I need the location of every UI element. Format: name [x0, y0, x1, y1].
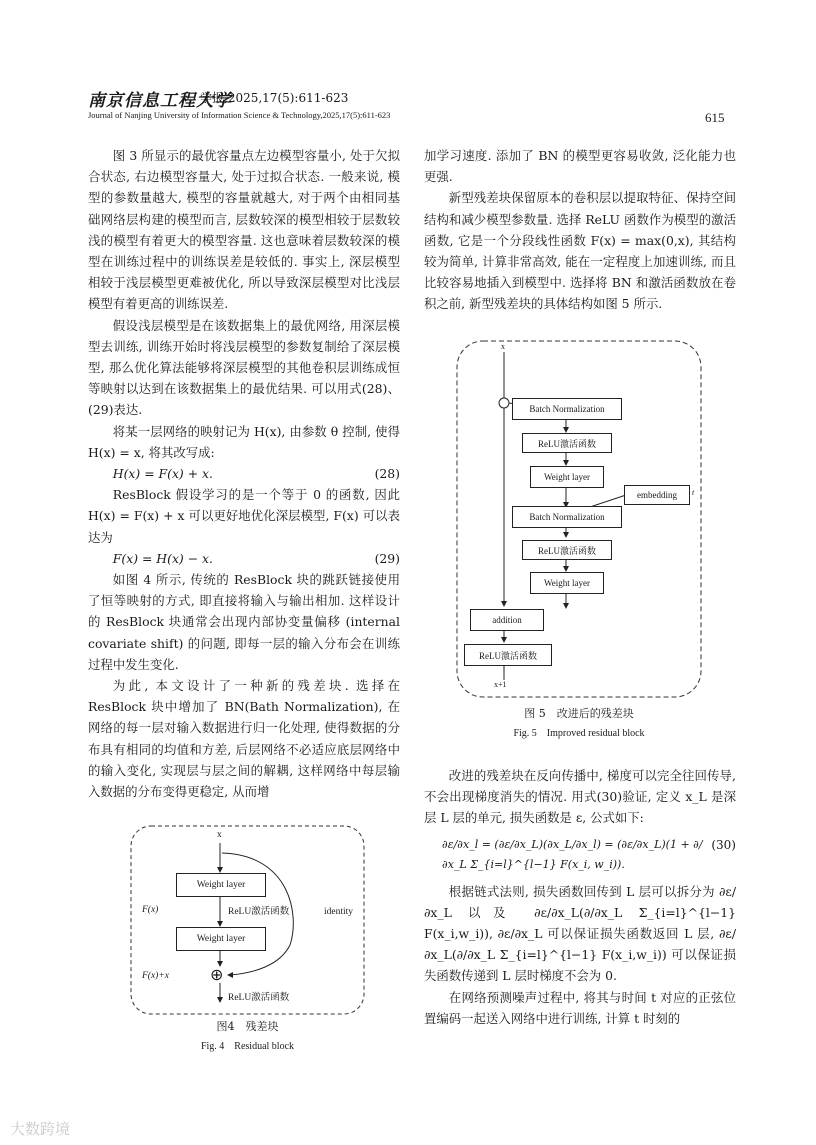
figure-5-caption-cn: 图 5 改进后的残差块 [524, 707, 634, 720]
equation-28 [88, 463, 400, 484]
paragraph: 为此, 本文设计了一种新的残差块. 选择在 ResBlock 块中增加了 BN(Bath Normalization), 在网络的每一层对输入数据进行归一化处理, 使得数据的分布具有相同的均值和方差, 后层网络不必适应底层网络中的输入变化, 实现层与层之间的解耦, 这样网络中每层输入数据的分布变得更稳定, 从而增 [88, 678, 400, 800]
paragraph: ResBlock 假设学习的是一个等于 0 的函数, 因此 H(x) = F(x) + x 可以更好地优化深层模型, F(x) 可以表达为 [88, 487, 400, 545]
weight-layer-box: Weight layer [176, 927, 266, 951]
journal-citation-cn: 学报,2025,17(5):611-623 [200, 91, 349, 105]
journal-logo-cn: 南京信息工程大学 [88, 91, 232, 111]
equation-30 [424, 829, 736, 881]
output-label: x+1 [494, 680, 507, 689]
identity-label: identity [324, 907, 354, 917]
paragraph: 假设浅层模型是在该数据集上的最优网络, 用深层模型去训练, 训练开始时将浅层模型的参数复制给了深层模型, 那么优化算法能够将深层模型的其他卷积层训练成恒等映射以达到在该数据集上的最优结果. 可以用式(28)、(29)表达. [88, 317, 400, 418]
weight-layer-box: Weight layer [530, 466, 604, 488]
figure-4 [130, 825, 365, 1015]
batch-norm-box: Batch Normalization [512, 398, 622, 420]
paragraph: 加学习速度. 添加了 BN 的模型更容易收敛, 泛化能力也更强. [424, 148, 736, 185]
addition-box: addition [470, 609, 544, 631]
paragraph: 根据链式法则, 损失函数回传到 L 层可以拆分为 ∂ε/∂x_L 以及 ∂ε/∂x_L(∂/∂x_L Σ_{i=l}^{l−1} F(x_i,w_i)), ∂ε/∂x_L 可以保证损失函数返回 L 层, ∂ε/∂x_L(∂/∂x_L Σ_{i=l}^{l−1} F(x_i,w_i)) 可以保证损失函数传递到 L 层时梯度不会为 0. [424, 883, 736, 984]
input-label: x [501, 342, 505, 351]
paragraph: 在网络预测噪声过程中, 将其与时间 t 对应的正弦位置编码一起送入网络中进行训练, 计算 t 时刻的 [424, 989, 736, 1026]
relu-label: ReLU激活函数 [228, 993, 290, 1003]
paragraph: 新型残差块保留原本的卷积层以提取特征、保持空间结构和减少模型参数量. 选择 ReLU 函数作为模型的激活函数, 它是一个分段线性函数 F(x) = max(0,x), 其结构较为简单, 计算非常高效, 能在一定程度上加速训练, 而且比较容易地插入到模型中. 选择将 BN 和激活函数放在卷积之前, 新型残差块的具体结构如图 5 所示. [424, 190, 736, 312]
paragraph: 将某一层网络的映射记为 H(x), 由参数 θ 控制, 使得 H(x) = x, 将其改写成: [88, 423, 400, 460]
input-label: x [217, 830, 222, 840]
addition-icon: ⊕ [210, 967, 224, 984]
figure-5 [456, 340, 702, 700]
right-column-bottom [424, 765, 736, 1029]
relu-box: ReLU激活函数 [522, 433, 612, 453]
equation-number: (28) [374, 466, 400, 482]
equation-29 [88, 548, 400, 569]
paragraph: 图 3 所显示的最优容量点左边模型容量小, 处于欠拟合状态, 右边模型容量大, 处于过拟合状态. 一般来说, 模型的参数量越大, 模型的容量就越大, 对于两个由相同基础网络层构建的模型而言, 层数较深的模型相较于层数较浅的模型有着更大的模型容量. 这也意味着层数较深的模型在训练过程中的训练误差是较低的. 事实上, 深层模型相较于浅层模型更难被优化, 所以导致深层模型对比浅层模型有着更高的训练误差. [88, 148, 400, 312]
fx-label: F(x) [142, 905, 159, 915]
page-number: 615 [705, 110, 725, 125]
equation-body: F(x) = H(x) − x. [112, 550, 213, 566]
figure-4-caption-en: Fig. 4 Residual block [200, 1041, 295, 1052]
paragraph: 如图 4 所示, 传统的 ResBlock 块的跳跃链接使用了恒等映射的方式, 即直接将输入与输出相加. 这样设计的 ResBlock 块通常会出现内部协变量偏移 (internal covariate shift) 的问题, 即每一层的输入分布会在训练过程中发生变化. [88, 572, 400, 672]
watermark: 大数跨境 [10, 1120, 71, 1138]
relu-label: ReLU激活函数 [228, 907, 290, 917]
relu-box: ReLU激活函数 [464, 644, 552, 666]
weight-layer-box: Weight layer [176, 873, 266, 897]
figure-5-caption-en: Fig. 5 Improved residual block [513, 728, 645, 739]
journal-citation-en: Journal of Nanjing University of Information Science & Technology,2025,17(5):611-623 [88, 110, 391, 120]
fx-plus-x-label: F(x)+x [142, 971, 169, 981]
time-label: t [692, 488, 695, 497]
paragraph: 改进的残差块在反向传播中, 梯度可以完全往回传导, 不会出现梯度消失的情况. 用式(30)验证, 定义 x_L 是深层 L 层的单元, 损失函数是 ε, 公式如下: [424, 768, 736, 826]
embedding-box: embedding [624, 485, 690, 505]
equation-body: H(x) = F(x) + x. [112, 466, 213, 482]
figure-4-lines [130, 825, 365, 1015]
equation-number: (30) [711, 837, 736, 852]
right-column-top [424, 145, 736, 315]
relu-box: ReLU激活函数 [522, 540, 612, 560]
figure-4-caption-cn: 图4 残差块 [216, 1020, 279, 1033]
equation-number: (29) [374, 550, 400, 566]
equation-body: ∂ε/∂x_l = (∂ε/∂x_L)(∂x_L/∂x_l) = (∂ε/∂x_L)(1 + ∂/∂x_L Σ_{i=l}^{l−1} F(x_i, w_i)). [442, 837, 703, 871]
left-column [88, 145, 400, 802]
batch-norm-box: Batch Normalization [512, 506, 622, 528]
weight-layer-box: Weight layer [530, 572, 604, 594]
